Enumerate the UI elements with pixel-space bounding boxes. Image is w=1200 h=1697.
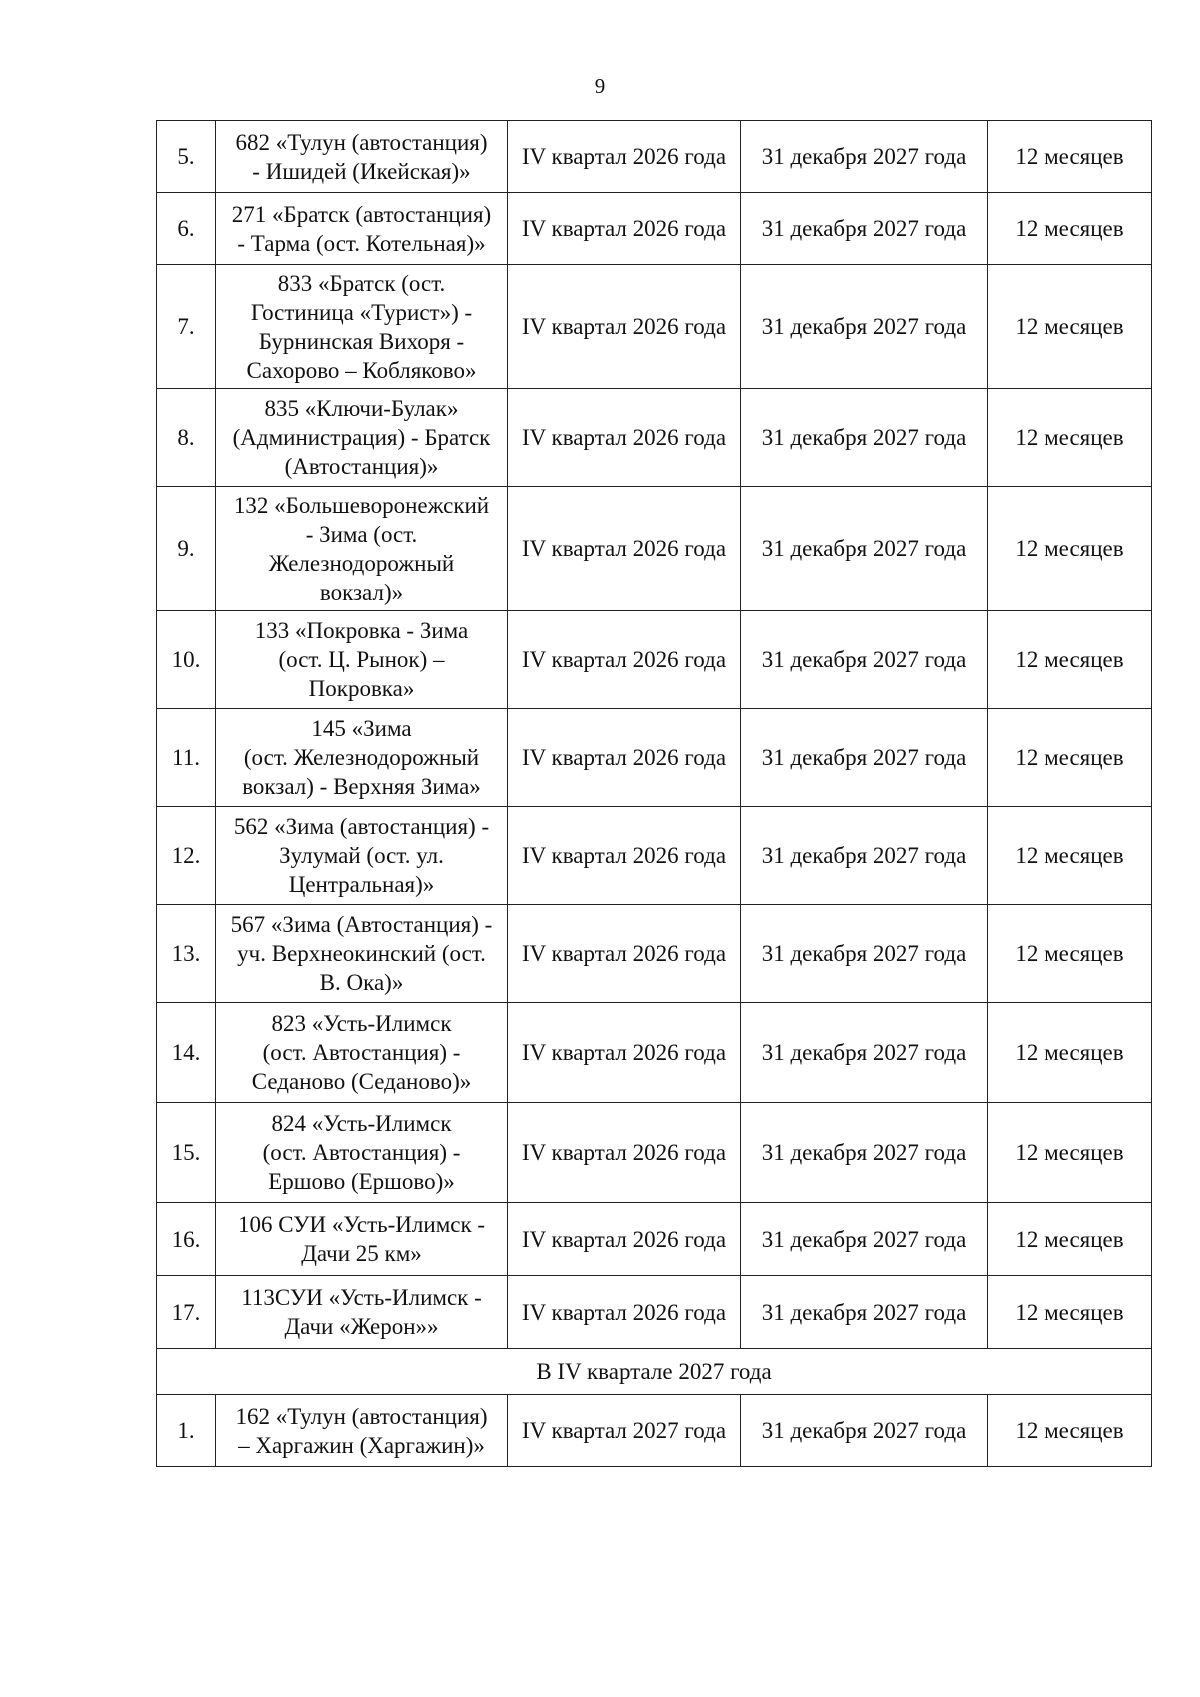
table-row [157,1003,1152,1103]
row-number-cell: 6. [157,193,216,265]
start-date-cell: IV квартал 2026 года [508,1276,741,1349]
table-row [157,905,1152,1003]
start-date-cell: IV квартал 2026 года [508,193,741,265]
table-row [157,265,1152,389]
term-cell: 12 месяцев [988,1103,1152,1203]
route-name-cell: 271 «Братск (автостанция) - Тарма (ост. Котельная)» [216,193,508,265]
start-date-cell: IV квартал 2027 года [508,1395,741,1467]
row-number-cell: 5. [157,121,216,193]
page-number: 9 [594,74,606,98]
table-row [157,389,1152,487]
route-name-cell: 824 «Усть-Илимск (ост. Автостанция) - Ершово (Ершово)» [216,1103,508,1203]
start-date-cell: IV квартал 2026 года [508,709,741,807]
term-cell: 12 месяцев [988,265,1152,389]
end-date-cell: 31 декабря 2027 года [741,807,988,905]
end-date-cell: 31 декабря 2027 года [741,1003,988,1103]
start-date-cell: IV квартал 2026 года [508,1103,741,1203]
route-name-cell: 133 «Покровка - Зима (ост. Ц. Рынок) – Покровка» [216,611,508,709]
table-row [157,709,1152,807]
start-date-cell: IV квартал 2026 года [508,487,741,611]
route-name-cell: 567 «Зима (Автостанция) - уч. Верхнеокинский (ост. В. Ока)» [216,905,508,1003]
row-number-cell: 15. [157,1103,216,1203]
term-cell: 12 месяцев [988,807,1152,905]
start-date-cell: IV квартал 2026 года [508,1203,741,1276]
end-date-cell: 31 декабря 2027 года [741,1103,988,1203]
row-number-cell: 14. [157,1003,216,1103]
row-number-cell: 10. [157,611,216,709]
row-number-cell: 16. [157,1203,216,1276]
term-cell: 12 месяцев [988,1276,1152,1349]
term-cell: 12 месяцев [988,1003,1152,1103]
term-cell: 12 месяцев [988,121,1152,193]
row-number-cell: 1. [157,1395,216,1467]
term-cell: 12 месяцев [988,1395,1152,1467]
route-name-cell: 835 «Ключи-Булак» (Администрация) - Братск (Автостанция)» [216,389,508,487]
term-cell: 12 месяцев [988,905,1152,1003]
row-number-cell: 12. [157,807,216,905]
route-schedule-table [156,120,1152,1467]
end-date-cell: 31 декабря 2027 года [741,611,988,709]
table-row [157,121,1152,193]
start-date-cell: IV квартал 2026 года [508,389,741,487]
table-row [157,1395,1152,1467]
table-row [157,611,1152,709]
end-date-cell: 31 декабря 2027 года [741,709,988,807]
end-date-cell: 31 декабря 2027 года [741,1395,988,1467]
table-row [157,1203,1152,1276]
row-number-cell: 11. [157,709,216,807]
section-header-row [157,1349,1152,1395]
row-number-cell: 13. [157,905,216,1003]
end-date-cell: 31 декабря 2027 года [741,1203,988,1276]
route-name-cell: 162 «Тулун (автостанция) – Харгажин (Харгажин)» [216,1395,508,1467]
row-number-cell: 8. [157,389,216,487]
term-cell: 12 месяцев [988,1203,1152,1276]
route-name-cell: 682 «Тулун (автостанция) - Ишидей (Икейская)» [216,121,508,193]
section-title: В IV квартале 2027 года [157,1349,1152,1395]
table-body [157,121,1152,1467]
route-name-cell: 132 «Большеворонежский - Зима (ост. Железнодорожный вокзал)» [216,487,508,611]
route-name-cell: 106 СУИ «Усть-Илимск - Дачи 25 км» [216,1203,508,1276]
table-row [157,193,1152,265]
end-date-cell: 31 декабря 2027 года [741,193,988,265]
end-date-cell: 31 декабря 2027 года [741,905,988,1003]
term-cell: 12 месяцев [988,709,1152,807]
route-name-cell: 823 «Усть-Илимск (ост. Автостанция) - Седаново (Седаново)» [216,1003,508,1103]
end-date-cell: 31 декабря 2027 года [741,487,988,611]
route-name-cell: 833 «Братск (ост. Гостиница «Турист») - Бурнинская Вихоря - Сахорово – Кобляково» [216,265,508,389]
end-date-cell: 31 декабря 2027 года [741,1276,988,1349]
term-cell: 12 месяцев [988,487,1152,611]
end-date-cell: 31 декабря 2027 года [741,121,988,193]
term-cell: 12 месяцев [988,611,1152,709]
start-date-cell: IV квартал 2026 года [508,265,741,389]
end-date-cell: 31 декабря 2027 года [741,389,988,487]
row-number-cell: 9. [157,487,216,611]
route-name-cell: 562 «Зима (автостанция) - Зулумай (ост. ул. Центральная)» [216,807,508,905]
term-cell: 12 месяцев [988,389,1152,487]
route-name-cell: 145 «Зима (ост. Железнодорожный вокзал) - Верхняя Зима» [216,709,508,807]
row-number-cell: 7. [157,265,216,389]
row-number-cell: 17. [157,1276,216,1349]
table-row [157,487,1152,611]
term-cell: 12 месяцев [988,193,1152,265]
start-date-cell: IV квартал 2026 года [508,807,741,905]
table-row [157,1103,1152,1203]
table-row [157,807,1152,905]
end-date-cell: 31 декабря 2027 года [741,265,988,389]
table-row [157,1276,1152,1349]
start-date-cell: IV квартал 2026 года [508,905,741,1003]
start-date-cell: IV квартал 2026 года [508,121,741,193]
start-date-cell: IV квартал 2026 года [508,611,741,709]
route-name-cell: 113СУИ «Усть-Илимск - Дачи «Жерон»» [216,1276,508,1349]
start-date-cell: IV квартал 2026 года [508,1003,741,1103]
